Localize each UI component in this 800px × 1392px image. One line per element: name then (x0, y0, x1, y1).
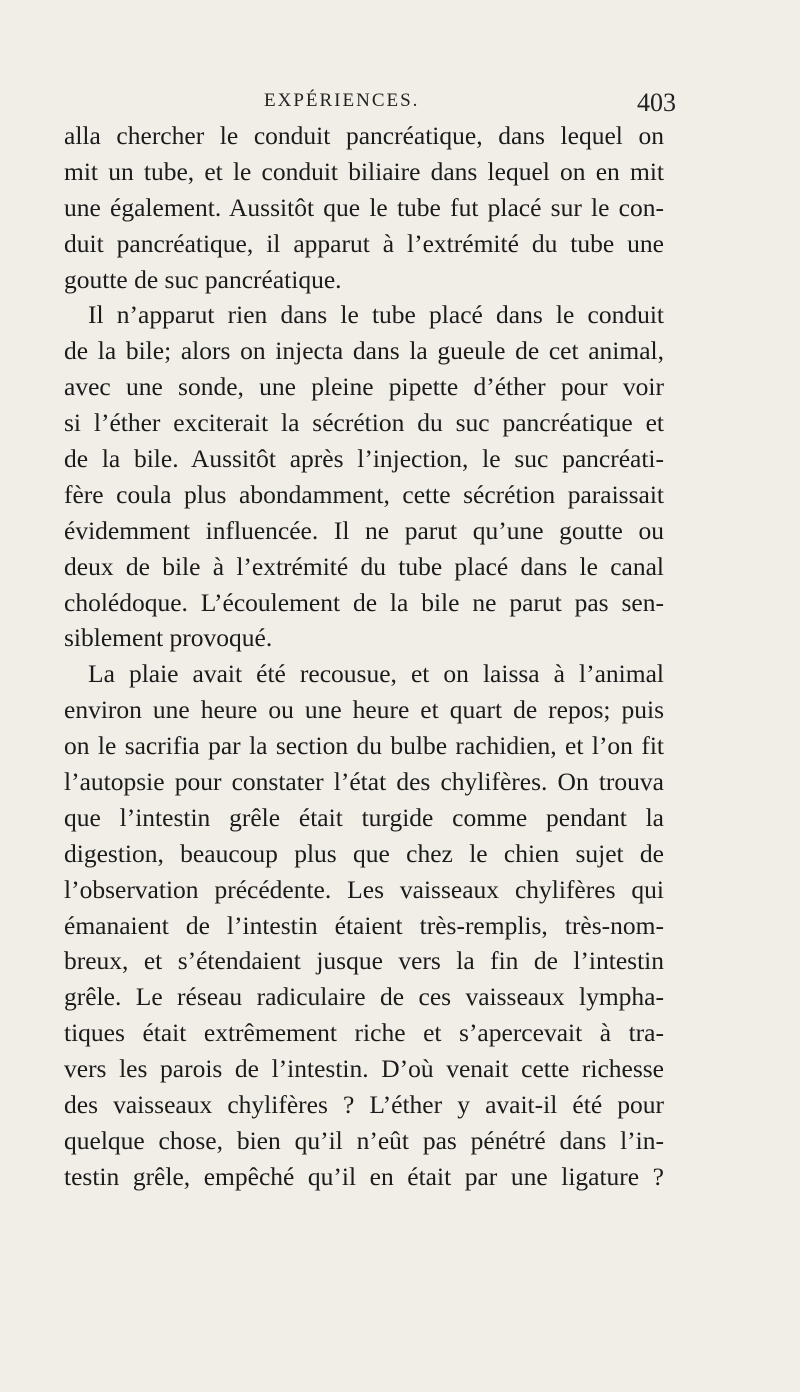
text-line: vers les parois de l’intestin. D’où venait cette richesse (64, 1054, 664, 1084)
text-line: digestion, beaucoup plus que chez le chien sujet de (64, 838, 664, 868)
text-line: cholédoque. L’écoulement de la bile ne parut pas sen- (64, 587, 664, 617)
text-line: quelque chose, bien qu’il n’eût pas pénétré dans l’in- (64, 1125, 664, 1155)
text-line: siblement provoqué. (64, 623, 273, 653)
text-line: fère coula plus abondamment, cette sécrétion paraissait (64, 479, 664, 509)
text-line: avec une sonde, une pleine pipette d’éther pour voir (64, 372, 664, 402)
text-line: on le sacrifia par la section du bulbe rachidien, et l’on fit (64, 731, 664, 761)
page-number: 403 (637, 88, 676, 117)
text-line: si l’éther exciterait la sécrétion du suc pancréatique et (64, 408, 664, 438)
text-line: goutte de suc pancréatique. (64, 264, 342, 294)
text-line: de la bile; alors on injecta dans la gueule de cet animal, (64, 336, 664, 366)
text-line: breux, et s’étendaient jusque vers la fin de l’intestin (64, 946, 664, 976)
body-text (64, 118, 664, 1195)
text-line: mit un tube, et le conduit biliaire dans lequel on en mit (64, 156, 664, 186)
text-line: grêle. Le réseau radiculaire de ces vaisseaux lympha- (64, 982, 664, 1012)
text-line: l’observation précédente. Les vaisseaux chylifères qui (64, 874, 664, 904)
text-line: testin grêle, empêché qu’il en était par une ligature ? (64, 1161, 664, 1191)
text-line: l’autopsie pour constater l’état des chylifères. On trouva (64, 767, 664, 797)
text-line: deux de bile à l’extrémité du tube placé dans le canal (64, 551, 664, 581)
text-line: tiques était extrêmement riche et s’apercevait à tra- (64, 1018, 664, 1048)
text-line: que l’intestin grêle était turgide comme pendant la (64, 802, 664, 832)
text-line: alla chercher le conduit pancréatique, dans lequel on (64, 121, 664, 150)
text-line: de la bile. Aussitôt après l’injection, le suc pancréati- (64, 444, 664, 474)
text-line: environ une heure ou une heure et quart de repos; puis (64, 695, 664, 725)
text-line: émanaient de l’intestin étaient très-remplis, très-nom- (64, 910, 664, 940)
text-line: Il n’apparut rien dans le tube placé dans le conduit (88, 300, 664, 330)
running-title: EXPÉRIENCES. (264, 90, 420, 111)
text-line: duit pancréatique, il apparut à l’extrémité du tube une (64, 228, 664, 258)
text-line: évidemment influencée. Il ne parut qu’une goutte ou (64, 515, 664, 545)
text-line: des vaisseaux chylifères ? L’éther y avait-il été pour (64, 1090, 664, 1120)
text-line: La plaie avait été recousue, et on laissa à l’animal (88, 659, 664, 689)
text-line: une également. Aussitôt que le tube fut placé sur le con- (64, 192, 664, 222)
page-header (66, 78, 676, 118)
